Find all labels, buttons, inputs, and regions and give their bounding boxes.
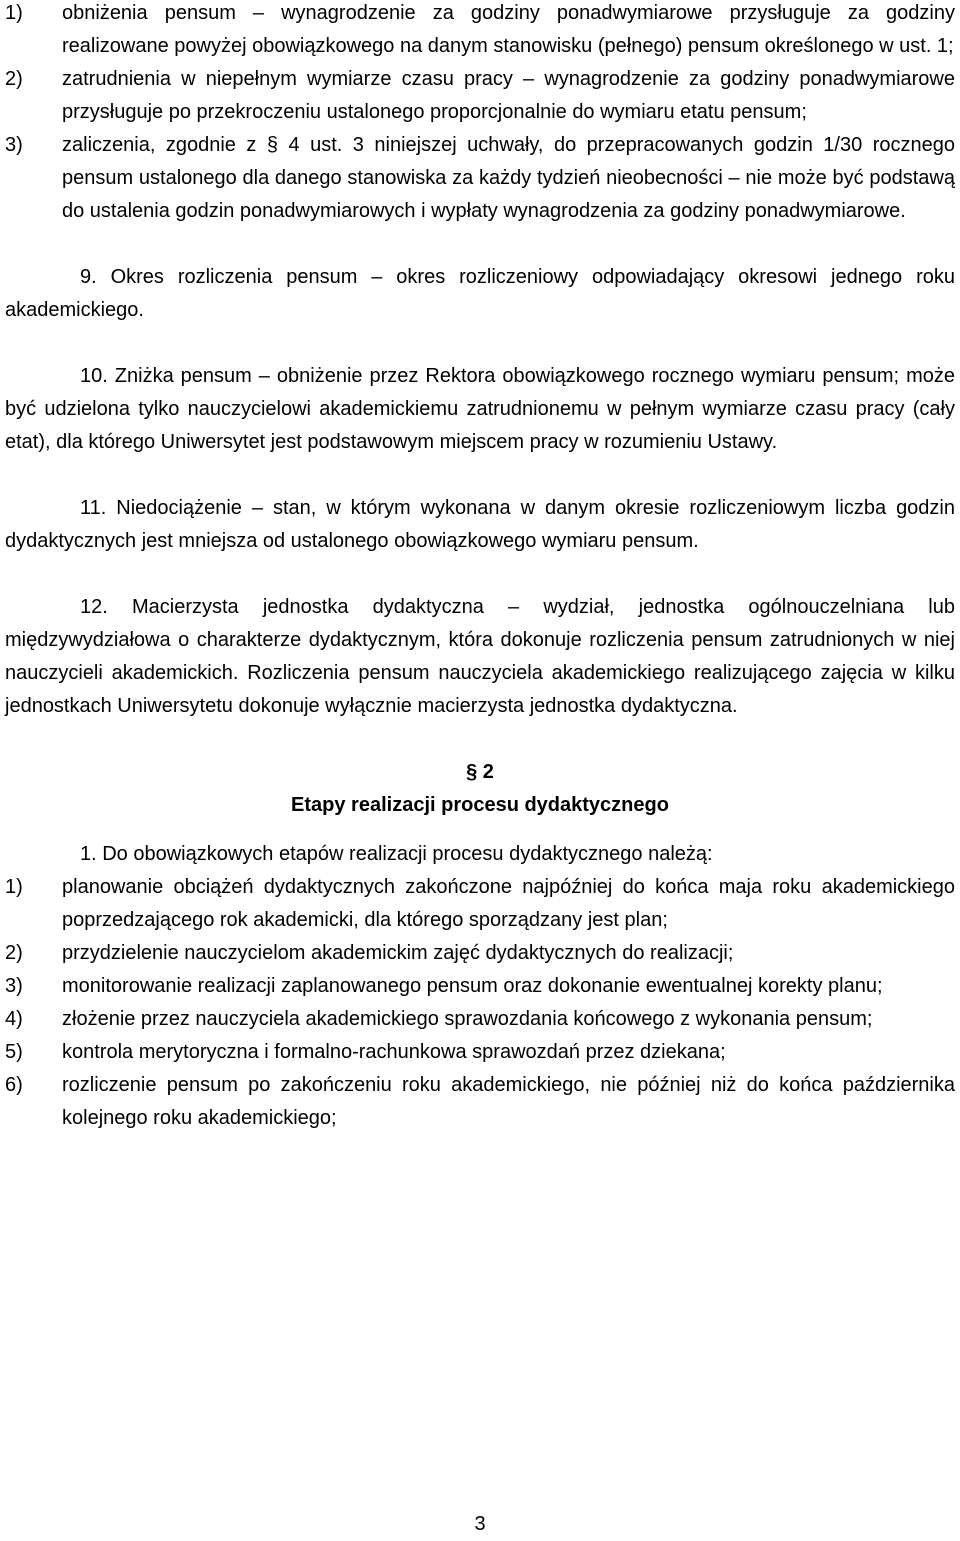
paragraph-12: 12. Macierzysta jednostka dydaktyczna – wydział, jednostka ogólnouczelniana lub międzywydziałowa o charakterze dydaktycznym, która dokonuje rozliczenia pensum zatrudnionych w niej nauczycieli akademickich. Rozliczenia pensum nauczyciela akademickiego realizującego zajęcia w kilku jednostkach Uniwersytetu dokonuje wyłącznie macierzysta jednostka dydaktyczna. (5, 596, 955, 717)
section-symbol: § 2 (466, 761, 494, 783)
list-item (5, 970, 955, 1003)
list-item (5, 0, 955, 63)
list-item-number: 1) (5, 876, 23, 898)
list-item-text: planowanie obciążeń dydaktycznych zakończone najpóźniej do końca maja roku akademickiego poprzedzającego rok akademicki, dla którego sporządzany jest plan; (62, 876, 955, 931)
section-title: Etapy realizacji procesu dydaktycznego (291, 794, 669, 816)
list-item-number: 2) (5, 942, 23, 964)
list-item-text: przydzielenie nauczycielom akademickim zajęć dydaktycznych do realizacji; (62, 942, 734, 964)
list-item (5, 937, 955, 970)
list-item (5, 63, 955, 129)
list-item-text: złożenie przez nauczyciela akademickiego sprawozdania końcowego z wykonania pensum; (62, 1008, 873, 1030)
list-item (5, 1003, 955, 1036)
list-item-number: 2) (5, 68, 23, 90)
list-item-text: obniżenia pensum – wynagrodzenie za godziny ponadwymiarowe przysługuje za godziny realizowane powyżej obowiązkowego na danym stanowisku (pełnego) pensum określonego w ust. 1; (62, 2, 955, 57)
list-item (5, 129, 955, 228)
list-item-text: zatrudnienia w niepełnym wymiarze czasu pracy – wynagrodzenie za godziny ponadwymiarowe przysługuje po przekroczeniu ustalonego proporcjonalnie do wymiaru etatu pensum; (62, 68, 955, 123)
page-number: 3 (474, 1513, 486, 1535)
list-item-number: 4) (5, 1008, 23, 1030)
list-item-text: rozliczenie pensum po zakończeniu roku akademickiego, nie później niż do końca października kolejnego roku akademickiego; (62, 1074, 955, 1129)
list-item-text: zaliczenia, zgodnie z § 4 ust. 3 niniejszej uchwały, do przepracowanych godzin 1/30 rocznego pensum ustalonego dla danego stanowiska za każdy tydzień nieobecności – nie może być podstawą do ustalenia godzin ponadwymiarowych i wypłaty wynagrodzenia za godziny ponadwymiarowe. (62, 134, 955, 222)
list-item-number: 3) (5, 134, 23, 156)
list-item (5, 1036, 955, 1069)
list-item-number: 1) (5, 2, 23, 24)
list-item-text: kontrola merytoryczna i formalno-rachunkowa sprawozdań przez dziekana; (62, 1041, 726, 1063)
paragraph-11: 11. Niedociążenie – stan, w którym wykonana w danym okresie rozliczeniowym liczba godzin dydaktycznych jest mniejsza od ustalonego obowiązkowego wymiaru pensum. (5, 497, 955, 552)
paragraph-10: 10. Zniżka pensum – obniżenie przez Rektora obowiązkowego rocznego wymiaru pensum; może być udzielona tylko nauczycielowi akademickiemu zatrudnionemu w pełnym wymiarze czasu pracy (cały etat), dla którego Uniwersytet jest podstawowym miejscem pracy w rozumieniu Ustawy. (5, 365, 955, 453)
paragraph-9: 9. Okres rozliczenia pensum – okres rozliczeniowy odpowiadający okresowi jednego roku akademickiego. (5, 266, 955, 321)
section-lead: 1. Do obowiązkowych etapów realizacji procesu dydaktycznego należą: (80, 843, 713, 865)
list-item-number: 5) (5, 1041, 23, 1063)
list-item-number: 6) (5, 1074, 23, 1096)
list-item (5, 871, 955, 937)
list-item-number: 3) (5, 975, 23, 997)
list-item (5, 1069, 955, 1135)
list-item-text: monitorowanie realizacji zaplanowanego pensum oraz dokonanie ewentualnej korekty planu; (62, 975, 883, 997)
